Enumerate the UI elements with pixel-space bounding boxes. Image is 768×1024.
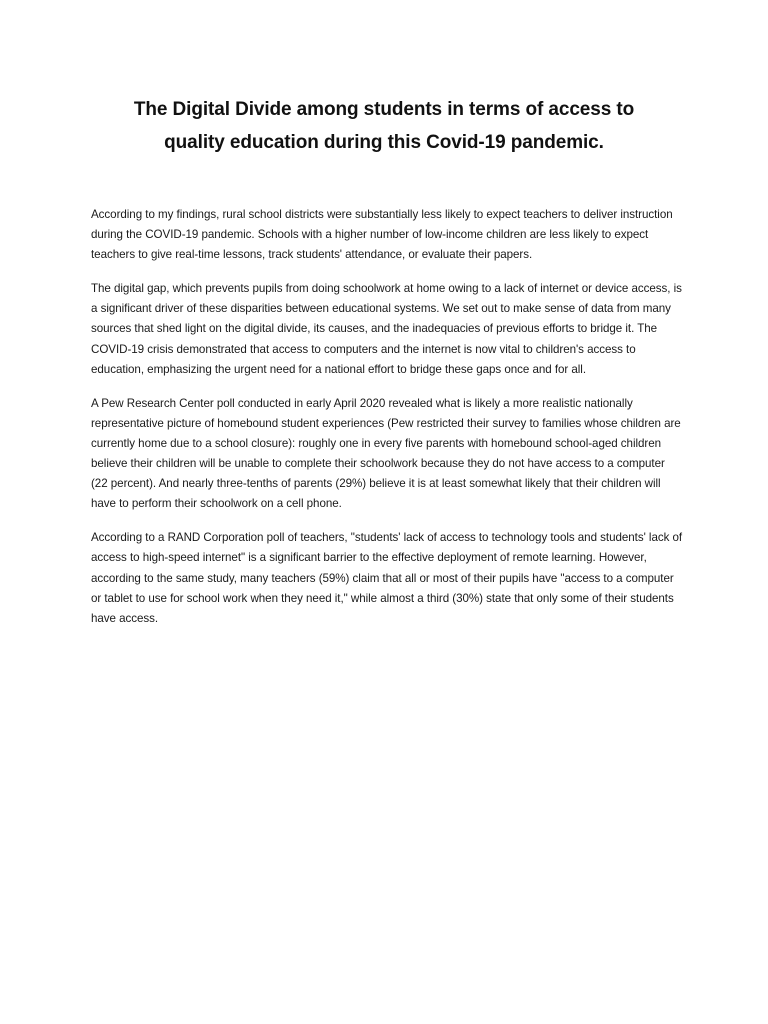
document-body bbox=[91, 205, 683, 643]
paragraph-1: According to my findings, rural school districts were substantially less likely to expect teachers to deliver instruction during the COVID-19 pandemic. Schools with a higher number of low-income children are less likely to expect teachers to give real-time lessons, track students' attendance, or evaluate their papers. bbox=[91, 208, 673, 262]
paragraph-3: A Pew Research Center poll conducted in early April 2020 revealed what is likely a more realistic nationally representative picture of homebound student experiences (Pew restricted their survey to families whose children are currently home due to a school closure): roughly one in every five parents with homebound school-aged children believe their children will be unable to complete their schoolwork because they do not have access to a computer (22 percent). And nearly three-tenths of parents (29%) believe it is at least somewhat likely that their children will have to perform their schoolwork on a cell phone. bbox=[91, 396, 681, 511]
paragraph-2: The digital gap, which prevents pupils from doing schoolwork at home owing to a lack of internet or device access, is a significant driver of these disparities between educational systems. We set out to make sense of data from many sources that shed light on the digital divide, its causes, and the inadequacies of previous efforts to bridge it. The COVID-19 crisis demonstrated that access to computers and the internet is now vital to children's access to education, emphasizing the urgent need for a national effort to bridge these gaps once and for all. bbox=[91, 282, 682, 376]
document-title bbox=[90, 93, 678, 159]
paragraph-4: According to a RAND Corporation poll of teachers, "students' lack of access to technology tools and students' lack of access to high-speed internet" is a significant barrier to the effective deployment of remote learning. However, according to the same study, many teachers (59%) claim that all or most of their pupils have "access to a computer or tablet to use for school work when they need it," while almost a third (30%) state that only some of their students have access. bbox=[91, 531, 683, 625]
title-line-1: The Digital Divide among students in terms of access to bbox=[133, 99, 635, 120]
title-line-2: quality education during this Covid-19 pandemic. bbox=[164, 132, 604, 153]
